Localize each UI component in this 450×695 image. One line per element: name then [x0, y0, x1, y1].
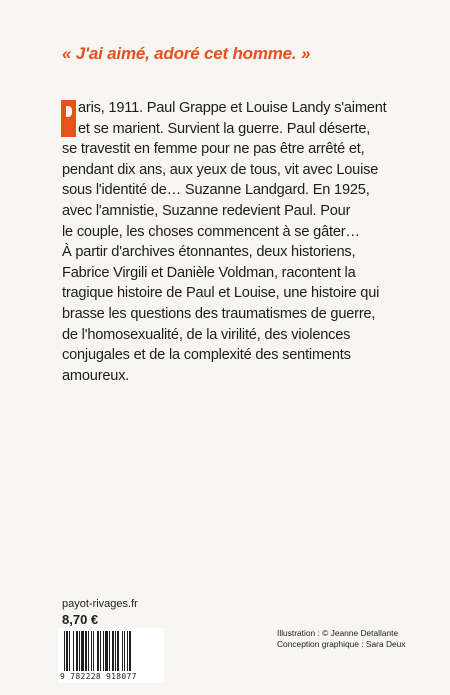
- dropcap-letter-p: [61, 100, 76, 137]
- illustration-credit: Illustration : © Jeanne Detallante: [277, 628, 399, 638]
- blurb-line: Fabrice Virgili et Danièle Voldman, racontent la: [62, 264, 356, 281]
- blurb-line: avec l'amnistie, Suzanne redevient Paul. Pour: [62, 202, 351, 219]
- blurb-line: brasse les questions des traumatismes de guerre,: [62, 305, 376, 322]
- publisher-info: [62, 598, 138, 627]
- blurb-line: de l'homosexualité, de la virilité, des violences: [62, 326, 351, 343]
- back-cover-blurb: [62, 98, 387, 386]
- back-cover-quote: « J'ai aimé, adoré cet homme. »: [62, 44, 311, 63]
- cover-credits: [277, 628, 406, 649]
- publisher-website: payot-rivages.fr: [62, 598, 138, 610]
- design-credit: Conception graphique : Sara Deux: [277, 638, 406, 649]
- blurb-line: amoureux.: [62, 367, 130, 384]
- barcode-bars: [64, 631, 158, 671]
- blurb-line: sous l'identité de… Suzanne Landgard. En 1925,: [62, 182, 370, 199]
- blurb-line: et se marient. Survient la guerre. Paul déserte,: [78, 120, 371, 137]
- isbn-barcode: [58, 628, 164, 683]
- isbn-number: 9 782228 918077: [60, 672, 137, 681]
- book-price: 8,70 €: [62, 612, 99, 627]
- blurb-line: se travestit en femme pour ne pas être arrêté et,: [62, 141, 365, 158]
- blurb-line: le couple, les choses commencent à se gâter…: [62, 223, 360, 240]
- blurb-line: tragique histoire de Paul et Louise, une histoire qui: [62, 285, 380, 302]
- blurb-line: conjugales et de la complexité des sentiments: [62, 347, 351, 364]
- blurb-line: À partir d'archives étonnantes, deux historiens,: [62, 244, 356, 261]
- blurb-line: aris, 1911. Paul Grappe et Louise Landy s'aiment: [78, 100, 387, 116]
- blurb-line: pendant dix ans, aux yeux de tous, vit avec Louise: [62, 161, 379, 178]
